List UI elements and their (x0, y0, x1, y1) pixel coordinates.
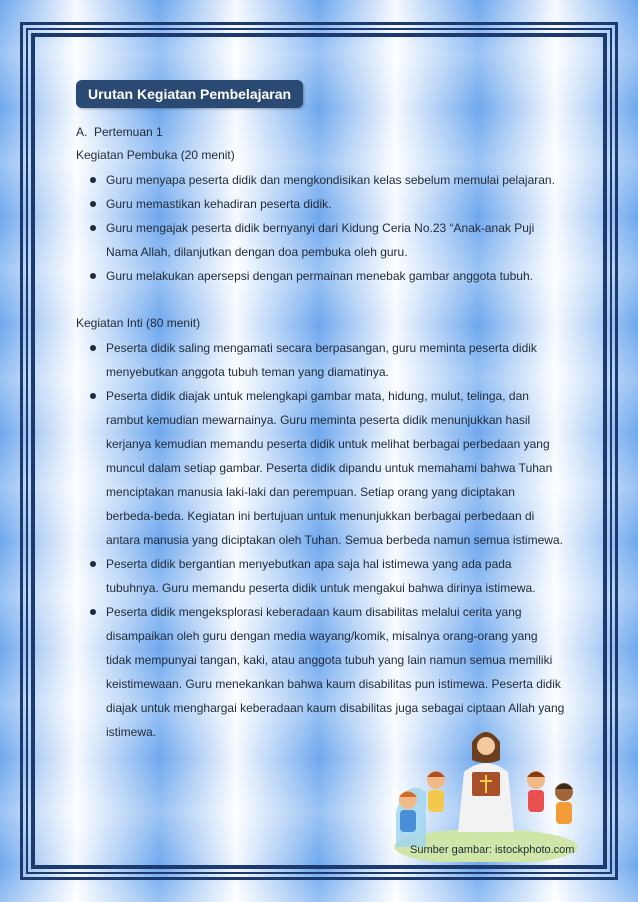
meeting-label: Pertemuan 1 (94, 125, 163, 139)
list-item: Guru memastikan kehadiran peserta didik. (76, 192, 566, 216)
list-item: Peserta didik diajak untuk melengkapi gambar mata, hidung, mulut, telinga, dan rambut kemudian mewarnainya. Guru meminta peserta didik menunjukkan hasil kerjanya kemudian memandu peserta didik untuk melihat berbagai perbedaan yang muncul dalam setiap gambar. Peserta didik dipandu untuk memahami bahwa Tuhan menciptakan manusia laki-laki dan perempuan. Setiap orang yang diciptakan berbeda-beda. Kegiatan ini bertujuan untuk menunjukkan berbagai perbedaan di antara manusia yang diciptakan oleh Tuhan. Semua berbeda namun semua istimewa. (76, 384, 566, 552)
opening-label: Kegiatan Pembuka (20 menit) (76, 148, 235, 162)
list-item: Guru menyapa peserta didik dan mengkondisikan kelas sebelum memulai pelajaran. (76, 168, 566, 192)
list-item: Guru mengajak peserta didik bernyanyi dari Kidung Ceria No.23 “Anak-anak Puji Nama Allah, dilanjutkan dengan doa pembuka oleh guru. (76, 216, 566, 264)
list-item: Peserta didik mengeksplorasi keberadaan kaum disabilitas melalui cerita yang disampaikan oleh guru dengan media wayang/komik, misalnya orang-orang yang tidak mempunyai tangan, kaki, atau anggota tubuh yang lain namun semua memiliki keistimewaan. Guru menekankan bahwa kaum disabilitas pun istimewa. Peserta didik diajak untuk menghargai keberadaan kaum disabilitas juga sebagai ciptaan Allah yang istimewa. (76, 600, 566, 744)
image-source-caption: Sumber gambar: istockphoto.com (410, 844, 575, 856)
list-item: Peserta didik saling mengamati secara berpasangan, guru meminta peserta didik menyebutkan anggota tubuh teman yang diamatinya. (76, 336, 566, 384)
opening-list (76, 168, 566, 288)
section-title: Urutan Kegiatan Pembelajaran (76, 80, 303, 108)
meeting-number: A. (76, 125, 88, 139)
list-item: Guru melakukan apersepsi dengan permainan menebak gambar anggota tubuh. (76, 264, 566, 288)
document-body (76, 80, 566, 744)
core-label: Kegiatan Inti (80 menit) (76, 316, 201, 330)
core-list (76, 336, 566, 744)
jesus-with-children-illustration (386, 722, 586, 862)
meeting-heading (76, 122, 566, 142)
list-item: Peserta didik bergantian menyebutkan apa saja hal istimewa yang ada pada tubuhnya. Guru memandu peserta didik untuk mengakui bahwa dirinya istimewa. (76, 552, 566, 600)
